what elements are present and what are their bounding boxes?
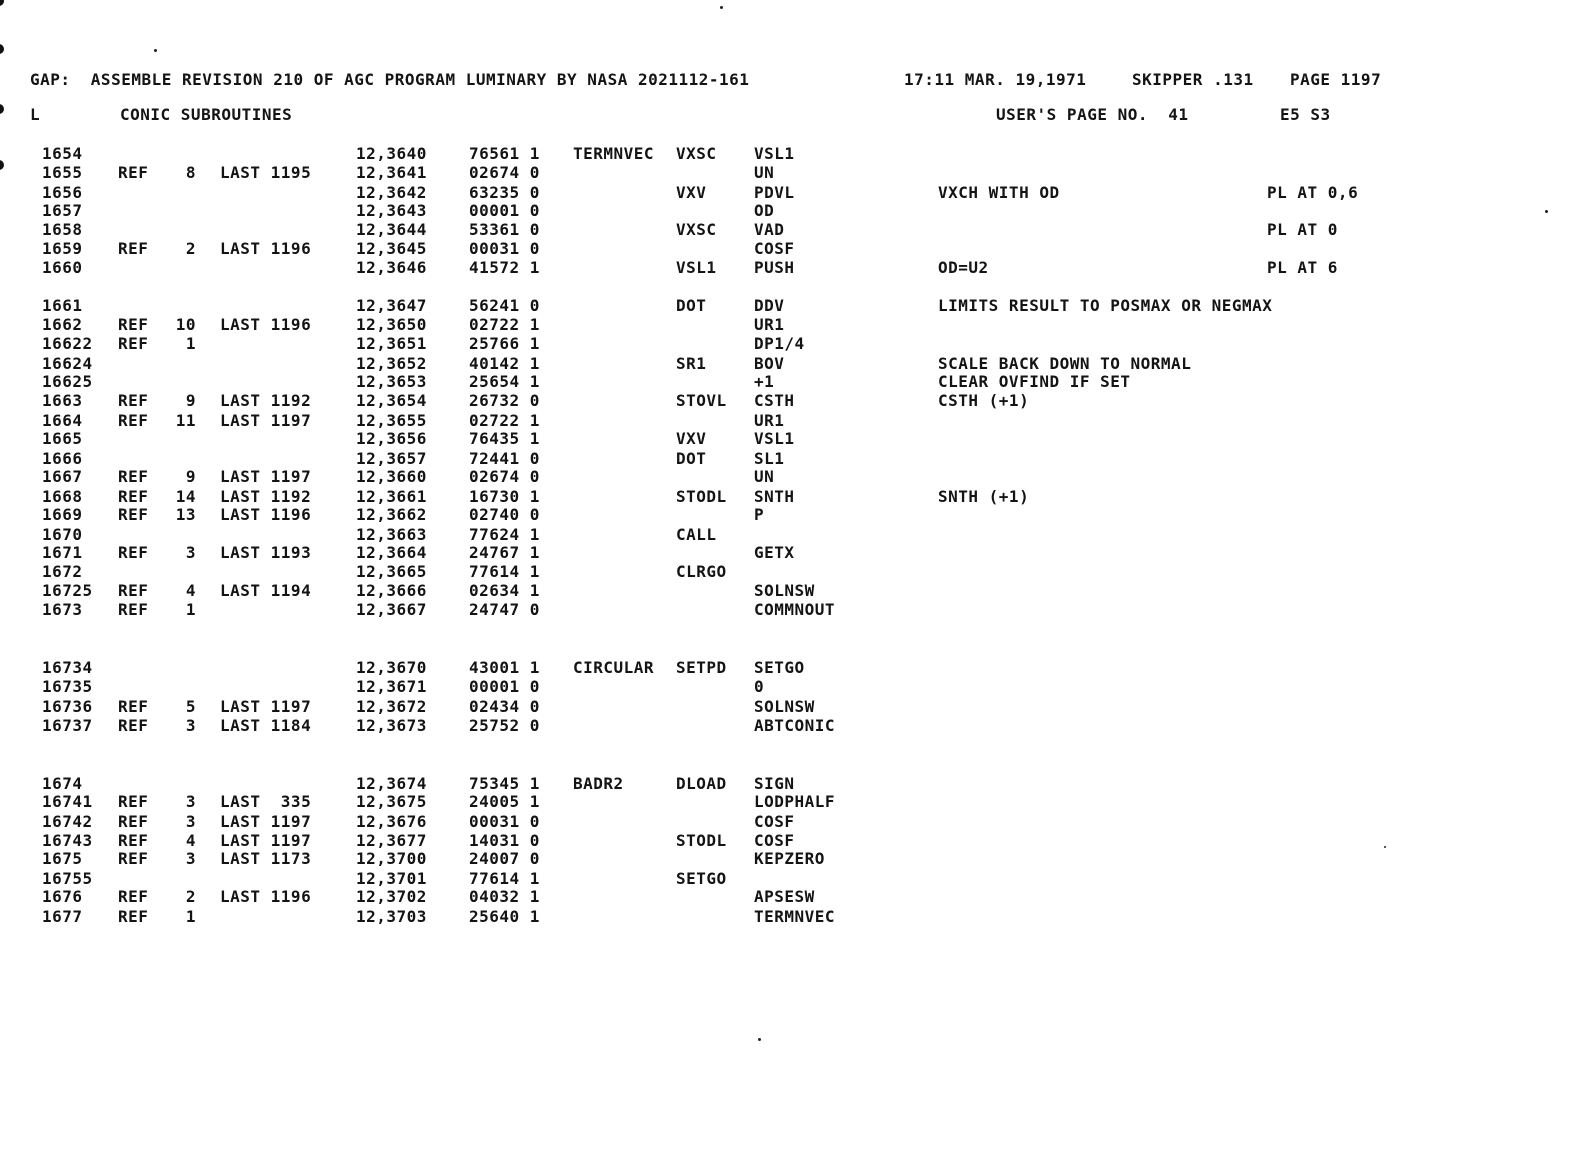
row-addr: 12,3703 [356, 907, 427, 926]
row-operand: SIGN [754, 774, 795, 793]
row-pl: PL AT 6 [1267, 258, 1338, 277]
row-addr: 12,3652 [356, 354, 427, 373]
row-op: STODL [676, 487, 727, 506]
binder-hole [0, 44, 4, 54]
row-cnt: 2 [185, 887, 196, 906]
row-cnt: 13 [175, 505, 196, 524]
row-last: LAST 1197 [220, 812, 312, 831]
row-ref: REF [118, 697, 149, 716]
row-addr: 12,3646 [356, 258, 427, 277]
scan-speck [758, 1038, 761, 1041]
row-word: 02722 1 [469, 411, 540, 430]
row-word: 00031 0 [469, 239, 540, 258]
header-page: PAGE 1197 [1290, 70, 1382, 89]
row-addr: 12,3664 [356, 543, 427, 562]
header-datetime: 17:11 MAR. 19,1971 [904, 70, 1087, 89]
row-comment: SNTH (+1) [938, 487, 1030, 506]
row-cnt: 10 [175, 315, 196, 334]
row-word: 14031 0 [469, 831, 540, 850]
row-ref: REF [118, 334, 149, 353]
row-num: 1673 [42, 600, 83, 619]
row-operand: SNTH [754, 487, 795, 506]
row-operand: TERMNVEC [754, 907, 836, 926]
scan-speck [1384, 846, 1386, 848]
row-ref: REF [118, 907, 149, 926]
row-num: 16725 [42, 581, 93, 600]
row-last: LAST 1196 [220, 239, 312, 258]
header-programmer: SKIPPER .131 [1132, 70, 1254, 89]
row-pl: PL AT 0,6 [1267, 183, 1359, 202]
row-num: 16737 [42, 716, 93, 735]
row-num: 16734 [42, 658, 93, 677]
row-cnt: 1 [185, 600, 196, 619]
row-addr: 12,3676 [356, 812, 427, 831]
row-operand: +1 [754, 372, 775, 391]
row-op: VXV [676, 183, 707, 202]
row-ref: REF [118, 239, 149, 258]
row-ref: REF [118, 716, 149, 735]
row-word: 77614 1 [469, 562, 540, 581]
row-operand: PUSH [754, 258, 795, 277]
row-cnt: 11 [175, 411, 196, 430]
row-operand: COSF [754, 812, 795, 831]
row-num: 16743 [42, 831, 93, 850]
row-num: 1654 [42, 144, 83, 163]
row-word: 02722 1 [469, 315, 540, 334]
row-last: LAST 1192 [220, 391, 312, 410]
row-addr: 12,3660 [356, 467, 427, 486]
row-ref: REF [118, 543, 149, 562]
row-cnt: 3 [185, 716, 196, 735]
row-addr: 12,3640 [356, 144, 427, 163]
row-word: 76561 1 [469, 144, 540, 163]
row-operand: P [754, 505, 765, 524]
row-num: 16622 [42, 334, 93, 353]
row-addr: 12,3656 [356, 429, 427, 448]
row-word: 25766 1 [469, 334, 540, 353]
row-operand: SL1 [754, 449, 785, 468]
row-operand: PDVL [754, 183, 795, 202]
row-operand: VAD [754, 220, 785, 239]
row-ref: REF [118, 505, 149, 524]
row-last: LAST 1196 [220, 315, 312, 334]
row-op: VXSC [676, 220, 717, 239]
row-cnt: 14 [175, 487, 196, 506]
row-pl: PL AT 0 [1267, 220, 1338, 239]
row-word: 02674 0 [469, 467, 540, 486]
row-num: 1658 [42, 220, 83, 239]
row-last: LAST 1197 [220, 411, 312, 430]
row-addr: 12,3672 [356, 697, 427, 716]
row-word: 25752 0 [469, 716, 540, 735]
row-ref: REF [118, 831, 149, 850]
row-ref: REF [118, 600, 149, 619]
row-comment: LIMITS RESULT TO POSMAX OR NEGMAX [938, 296, 1273, 315]
row-addr: 12,3645 [356, 239, 427, 258]
row-last: LAST 1184 [220, 716, 312, 735]
row-cnt: 5 [185, 697, 196, 716]
row-addr: 12,3657 [356, 449, 427, 468]
row-op: VXV [676, 429, 707, 448]
row-word: 24007 0 [469, 849, 540, 868]
row-operand: SETGO [754, 658, 805, 677]
row-addr: 12,3700 [356, 849, 427, 868]
row-last: LAST 1196 [220, 887, 312, 906]
row-num: 16624 [42, 354, 93, 373]
row-word: 24005 1 [469, 792, 540, 811]
row-cnt: 4 [185, 581, 196, 600]
row-num: 1665 [42, 429, 83, 448]
row-operand: SOLNSW [754, 581, 815, 600]
row-word: 56241 0 [469, 296, 540, 315]
row-operand: UR1 [754, 411, 785, 430]
row-addr: 12,3702 [356, 887, 427, 906]
row-ref: REF [118, 467, 149, 486]
row-addr: 12,3701 [356, 869, 427, 888]
row-op: VSL1 [676, 258, 717, 277]
row-num: 1672 [42, 562, 83, 581]
row-num: 1676 [42, 887, 83, 906]
row-num: 16735 [42, 677, 93, 696]
row-word: 53361 0 [469, 220, 540, 239]
row-comment: SCALE BACK DOWN TO NORMAL [938, 354, 1192, 373]
row-operand: UR1 [754, 315, 785, 334]
row-addr: 12,3655 [356, 411, 427, 430]
row-word: 77614 1 [469, 869, 540, 888]
row-last: LAST 1192 [220, 487, 312, 506]
row-num: 16755 [42, 869, 93, 888]
row-op: DLOAD [676, 774, 727, 793]
row-addr: 12,3643 [356, 201, 427, 220]
row-op: SETGO [676, 869, 727, 888]
row-last: LAST 1195 [220, 163, 312, 182]
row-addr: 12,3675 [356, 792, 427, 811]
row-word: 02634 1 [469, 581, 540, 600]
row-addr: 12,3642 [356, 183, 427, 202]
row-label: BADR2 [573, 774, 624, 793]
binder-hole [0, 0, 4, 6]
row-num: 1677 [42, 907, 83, 926]
row-num: 16625 [42, 372, 93, 391]
section-title: CONIC SUBROUTINES [120, 105, 293, 124]
row-cnt: 4 [185, 831, 196, 850]
row-ref: REF [118, 792, 149, 811]
row-op: STODL [676, 831, 727, 850]
row-ref: REF [118, 849, 149, 868]
row-word: 24747 0 [469, 600, 540, 619]
row-num: 1655 [42, 163, 83, 182]
row-cnt: 3 [185, 792, 196, 811]
row-num: 1668 [42, 487, 83, 506]
scan-speck [154, 49, 157, 52]
row-ref: REF [118, 581, 149, 600]
row-op: CALL [676, 525, 717, 544]
binder-hole [0, 104, 4, 114]
row-addr: 12,3667 [356, 600, 427, 619]
row-num: 1671 [42, 543, 83, 562]
row-word: 04032 1 [469, 887, 540, 906]
row-word: 25640 1 [469, 907, 540, 926]
row-num: 1661 [42, 296, 83, 315]
row-num: 16741 [42, 792, 93, 811]
row-word: 76435 1 [469, 429, 540, 448]
row-cnt: 9 [185, 391, 196, 410]
row-word: 75345 1 [469, 774, 540, 793]
row-word: 40142 1 [469, 354, 540, 373]
row-word: 41572 1 [469, 258, 540, 277]
row-operand: VSL1 [754, 144, 795, 163]
row-addr: 12,3663 [356, 525, 427, 544]
row-cnt: 1 [185, 334, 196, 353]
row-addr: 12,3674 [356, 774, 427, 793]
row-cnt: 2 [185, 239, 196, 258]
row-num: 1675 [42, 849, 83, 868]
row-comment: VXCH WITH OD [938, 183, 1060, 202]
row-addr: 12,3651 [356, 334, 427, 353]
row-op: SR1 [676, 354, 707, 373]
row-word: 43001 1 [469, 658, 540, 677]
row-num: 1674 [42, 774, 83, 793]
row-num: 1666 [42, 449, 83, 468]
row-operand: DDV [754, 296, 785, 315]
row-addr: 12,3666 [356, 581, 427, 600]
row-ref: REF [118, 163, 149, 182]
row-cnt: 3 [185, 543, 196, 562]
row-operand: COSF [754, 831, 795, 850]
row-cnt: 3 [185, 812, 196, 831]
row-num: 1664 [42, 411, 83, 430]
row-num: 1656 [42, 183, 83, 202]
row-operand: DP1/4 [754, 334, 805, 353]
row-operand: SOLNSW [754, 697, 815, 716]
row-addr: 12,3673 [356, 716, 427, 735]
row-word: 25654 1 [469, 372, 540, 391]
row-addr: 12,3641 [356, 163, 427, 182]
row-last: LAST 1197 [220, 831, 312, 850]
row-num: 1657 [42, 201, 83, 220]
row-word: 00031 0 [469, 812, 540, 831]
row-op: SETPD [676, 658, 727, 677]
row-cnt: 9 [185, 467, 196, 486]
row-op: VXSC [676, 144, 717, 163]
row-num: 1669 [42, 505, 83, 524]
row-ref: REF [118, 411, 149, 430]
row-cnt: 1 [185, 907, 196, 926]
row-word: 02674 0 [469, 163, 540, 182]
row-last: LAST 1197 [220, 467, 312, 486]
row-last: LAST 1196 [220, 505, 312, 524]
row-addr: 12,3653 [356, 372, 427, 391]
section-mark: L [30, 105, 41, 124]
row-addr: 12,3661 [356, 487, 427, 506]
row-op: CLRGO [676, 562, 727, 581]
row-word: 72441 0 [469, 449, 540, 468]
row-last: LAST 335 [220, 792, 312, 811]
row-word: 24767 1 [469, 543, 540, 562]
row-addr: 12,3677 [356, 831, 427, 850]
row-cnt: 8 [185, 163, 196, 182]
row-label: CIRCULAR [573, 658, 655, 677]
row-operand: GETX [754, 543, 795, 562]
page-code: E5 S3 [1280, 105, 1331, 124]
row-last: LAST 1193 [220, 543, 312, 562]
row-word: 26732 0 [469, 391, 540, 410]
row-operand: OD [754, 201, 775, 220]
row-word: 02740 0 [469, 505, 540, 524]
row-comment: OD=U2 [938, 258, 989, 277]
row-word: 00001 0 [469, 677, 540, 696]
row-num: 1660 [42, 258, 83, 277]
scan-speck [720, 6, 723, 9]
row-addr: 12,3662 [356, 505, 427, 524]
row-op: STOVL [676, 391, 727, 410]
row-operand: KEPZERO [754, 849, 825, 868]
row-operand: UN [754, 163, 775, 182]
row-operand: ABTCONIC [754, 716, 836, 735]
row-operand: COSF [754, 239, 795, 258]
row-num: 1659 [42, 239, 83, 258]
row-op: DOT [676, 296, 707, 315]
row-ref: REF [118, 487, 149, 506]
row-word: 77624 1 [469, 525, 540, 544]
row-operand: COMMNOUT [754, 600, 836, 619]
row-comment: CSTH (+1) [938, 391, 1030, 410]
row-addr: 12,3670 [356, 658, 427, 677]
row-word: 63235 0 [469, 183, 540, 202]
row-ref: REF [118, 812, 149, 831]
row-comment: CLEAR OVFIND IF SET [938, 372, 1131, 391]
binder-hole [0, 160, 4, 170]
row-op: DOT [676, 449, 707, 468]
row-word: 16730 1 [469, 487, 540, 506]
header-title: GAP: ASSEMBLE REVISION 210 OF AGC PROGRAM LUMINARY BY NASA 2021112-161 [30, 70, 750, 89]
row-operand: CSTH [754, 391, 795, 410]
row-num: 1663 [42, 391, 83, 410]
row-last: LAST 1173 [220, 849, 312, 868]
row-addr: 12,3671 [356, 677, 427, 696]
row-addr: 12,3654 [356, 391, 427, 410]
row-addr: 12,3665 [356, 562, 427, 581]
row-operand: APSESW [754, 887, 815, 906]
user-page-number: USER'S PAGE NO. 41 [996, 105, 1189, 124]
row-last: LAST 1197 [220, 697, 312, 716]
row-operand: BOV [754, 354, 785, 373]
row-num: 16736 [42, 697, 93, 716]
row-last: LAST 1194 [220, 581, 312, 600]
row-ref: REF [118, 887, 149, 906]
row-num: 1670 [42, 525, 83, 544]
row-cnt: 3 [185, 849, 196, 868]
row-addr: 12,3644 [356, 220, 427, 239]
row-ref: REF [118, 391, 149, 410]
row-operand: 0 [754, 677, 765, 696]
row-ref: REF [118, 315, 149, 334]
row-num: 1662 [42, 315, 83, 334]
row-operand: VSL1 [754, 429, 795, 448]
row-word: 02434 0 [469, 697, 540, 716]
row-operand: LODPHALF [754, 792, 836, 811]
row-label: TERMNVEC [573, 144, 655, 163]
row-addr: 12,3650 [356, 315, 427, 334]
row-num: 1667 [42, 467, 83, 486]
row-word: 00001 0 [469, 201, 540, 220]
row-operand: UN [754, 467, 775, 486]
row-addr: 12,3647 [356, 296, 427, 315]
row-num: 16742 [42, 812, 93, 831]
scan-speck [1545, 210, 1548, 213]
